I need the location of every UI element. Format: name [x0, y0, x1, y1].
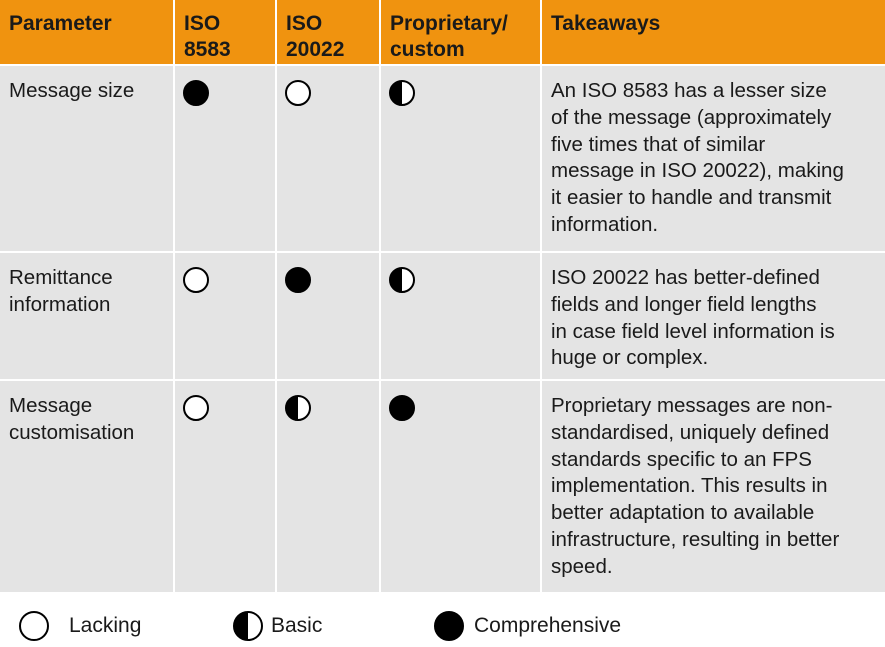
empty-circle-icon: [183, 267, 209, 293]
legend-item-comprehensive: [434, 611, 621, 641]
filled-circle-icon: [183, 80, 209, 106]
iso8583-rating-cell: [174, 65, 276, 252]
legend-item-lacking: [19, 611, 141, 641]
header-parameter: [0, 0, 174, 65]
header-proprietary: [380, 0, 541, 65]
parameter-line: Message: [9, 394, 93, 417]
takeaway-cell: [541, 65, 885, 252]
takeaway-line: ISO 20022 has better-defined: [551, 266, 820, 289]
takeaway-line: fields and longer field lengths: [551, 292, 817, 316]
table-row: [0, 252, 885, 380]
takeaway-line: An ISO 8583 has a lesser size: [551, 79, 827, 102]
header-iso8583: [174, 0, 276, 65]
takeaway-line: in case field level information is: [551, 319, 835, 343]
iso20022-rating-cell: [276, 65, 380, 252]
iso20022-rating-cell: [276, 252, 380, 380]
iso8583-rating-cell: [174, 380, 276, 592]
takeaway-line: it easier to handle and transmit: [551, 186, 832, 210]
table-row: [0, 65, 885, 252]
takeaway-line: Proprietary messages are non-: [551, 394, 833, 417]
parameter-cell: [0, 252, 174, 380]
takeaway-line: infrastructure, resulting in better: [551, 527, 840, 551]
takeaway-line: better adaptation to available: [551, 501, 815, 525]
header-takeaways-label: Takeaways: [551, 12, 661, 35]
table-row: [0, 380, 885, 592]
parameter-line: Message size: [9, 79, 135, 102]
header-iso20022-line1: ISO: [286, 12, 323, 35]
legend-item-basic: [233, 611, 322, 641]
takeaway-line: standards specific to an FPS: [551, 447, 812, 471]
parameter-cell: [0, 65, 174, 252]
proprietary-rating-cell: [380, 65, 541, 252]
header-proprietary-line2: custom: [390, 38, 465, 61]
proprietary-rating-cell: [380, 380, 541, 592]
iso20022-rating-cell: [276, 380, 380, 592]
takeaway-line: five times that of similar: [551, 132, 766, 156]
legend: [0, 600, 885, 647]
filled-circle-icon: [285, 267, 311, 293]
legend-label-basic: Basic: [271, 614, 323, 637]
half-circle-icon: [233, 611, 263, 641]
header-proprietary-line1: Proprietary/: [390, 12, 508, 35]
takeaway-cell: [541, 380, 885, 592]
takeaway-line: information.: [551, 212, 659, 236]
empty-circle-icon: [183, 395, 209, 421]
takeaway-line: message in ISO 20022), making: [551, 159, 844, 183]
proprietary-rating-cell: [380, 252, 541, 380]
iso8583-rating-cell: [174, 252, 276, 380]
parameter-line: information: [9, 292, 111, 316]
header-takeaways: [541, 0, 885, 65]
parameter-line: Remittance: [9, 266, 113, 289]
takeaway-cell: [541, 252, 885, 380]
header-parameter-label: Parameter: [9, 12, 112, 35]
takeaway-line: speed.: [551, 554, 613, 578]
legend-label-comprehensive: Comprehensive: [474, 614, 622, 637]
takeaway-line: implementation. This results in: [551, 474, 828, 498]
takeaway-line: standardised, uniquely defined: [551, 420, 830, 444]
header-iso20022: [276, 0, 380, 65]
parameter-line: customisation: [9, 420, 135, 444]
half-circle-icon: [285, 395, 311, 421]
legend-label-lacking: Lacking: [69, 614, 142, 637]
half-circle-icon: [389, 80, 415, 106]
header-iso8583-line1: ISO: [184, 12, 221, 35]
takeaway-line: huge or complex.: [551, 346, 709, 370]
header-iso8583-line2: 8583: [184, 38, 231, 61]
half-circle-icon: [389, 267, 415, 293]
empty-circle-icon: [285, 80, 311, 106]
takeaway-line: of the message (approximately: [551, 105, 832, 129]
filled-circle-icon: [389, 395, 415, 421]
empty-circle-icon: [19, 611, 49, 641]
filled-circle-icon: [434, 611, 464, 641]
header-iso20022-line2: 20022: [286, 38, 345, 61]
header-row: [0, 0, 885, 65]
parameter-cell: [0, 380, 174, 592]
